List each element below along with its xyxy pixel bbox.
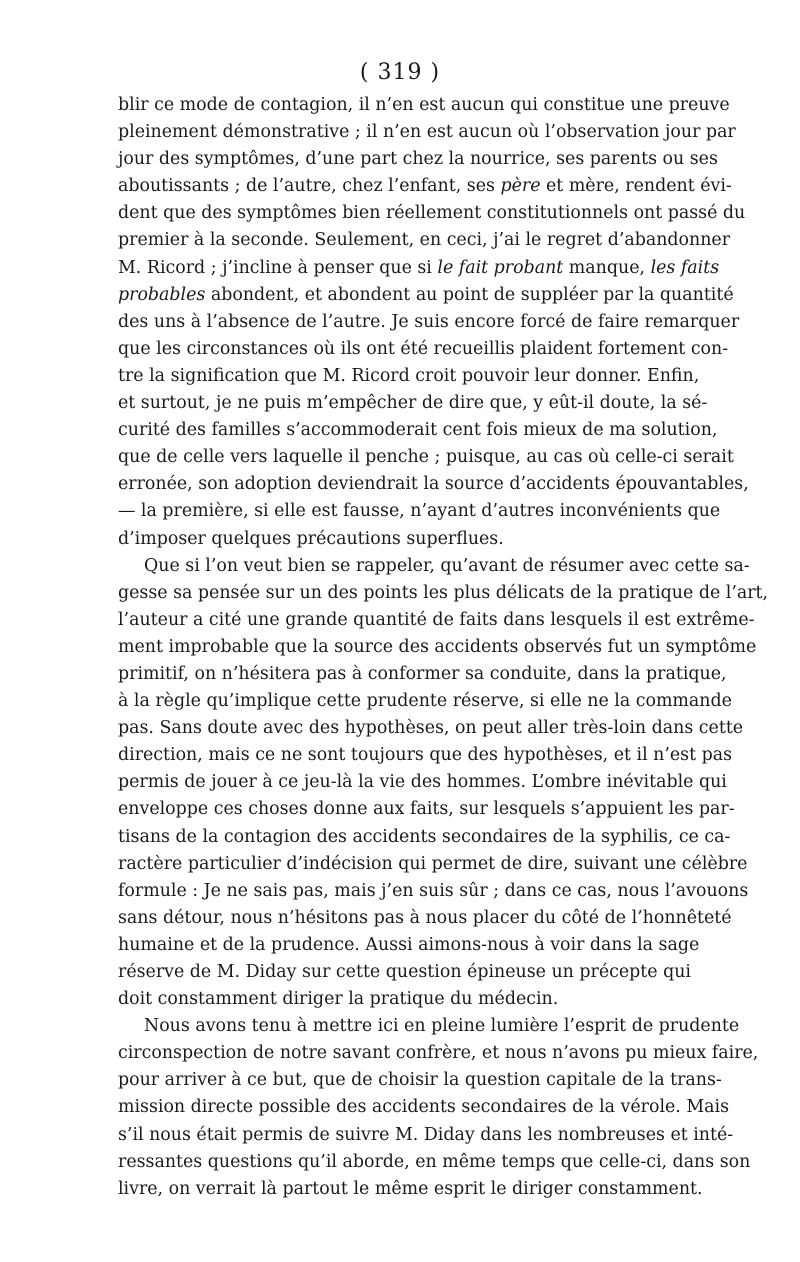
text-segment: gesse sa pensée sur un des points les plus délicats de la pratique de l’art,	[118, 582, 769, 603]
text-line	[118, 498, 721, 525]
text-segment: que les circonstances où ils ont été recueillis plaident fortement con-	[118, 338, 729, 359]
italic-text: probables	[118, 284, 206, 305]
text-segment: ractère particulier d’indécision qui permet de dire, suivant une célèbre	[118, 853, 748, 874]
text-line	[118, 336, 729, 363]
text-line	[118, 526, 684, 553]
text-segment: Que si l’on veut bien se rappeler, qu’avant de résumer avec cette sa-	[144, 555, 750, 576]
text-segment: sans détour, nous n’hésitons pas à nous placer du côté de l’honnêteté	[118, 907, 732, 928]
text-segment: ment improbable que la source des accidents observés fut un symptôme	[118, 636, 757, 657]
text-segment: erronée, son adoption deviendrait la source d’accidents épouvantables,	[118, 474, 749, 495]
text-segment: et surtout, je ne puis m’empêcher de dire que, y eût-il doute, la sé-	[118, 393, 708, 414]
page-number: ( 319 )	[359, 60, 441, 85]
text-segment: s’il nous était permis de suivre M. Diday dans les nombreuses et inté-	[118, 1124, 734, 1145]
text-segment: que de celle vers laquelle il penche ; puisque, au cas où celle-ci serait	[118, 447, 734, 468]
text-segment: tre la signification que M. Ricord croit pouvoir leur donner. Enfin,	[118, 365, 700, 386]
text-line	[118, 200, 746, 227]
text-line	[118, 553, 750, 580]
text-segment: mission directe possible des accidents secondaires de la vérole. Mais	[118, 1097, 730, 1118]
text-line	[118, 173, 732, 200]
text-line	[118, 688, 732, 715]
text-segment: pour arriver à ce but, que de choisir la question capitale de la trans-	[118, 1070, 722, 1091]
text-line	[118, 932, 700, 959]
text-line	[118, 471, 749, 498]
text-segment: pas. Sans doute avec des hypothèses, on peut aller très-loin dans cette	[118, 718, 744, 739]
text-segment: Nous avons tenu à mettre ici en pleine lumière l’esprit de prudente	[144, 1016, 740, 1037]
text-segment: enveloppe ces choses donne aux faits, sur lesquels s’appuient les par-	[118, 799, 735, 820]
text-segment: ressantes questions qu’il aborde, en même temps que celle-ci, dans son	[118, 1151, 751, 1172]
text-line	[118, 715, 744, 742]
text-segment: blir ce mode de contagion, il n’en est aucun qui constitue une preuve	[118, 95, 730, 115]
text-line	[118, 1040, 759, 1067]
text-line	[118, 580, 769, 607]
text-segment: premier à la seconde. Seulement, en ceci, j’ai le regret d’abandonner	[118, 230, 731, 251]
text-segment: pleinement démonstrative ; il n’en est aucun où l’observation jour par	[118, 122, 736, 143]
text-segment: tisans de la contagion des accidents secondaires de la syphilis, ce ca-	[118, 826, 731, 847]
text-segment: primitif, on n’hésitera pas à conformer sa conduite, dans la pratique,	[118, 663, 727, 684]
text-segment: humaine et de la prudence. Aussi aimons-nous à voir dans la sage	[118, 934, 700, 955]
text-line	[118, 1149, 751, 1176]
text-line	[118, 796, 735, 823]
text-line	[118, 1122, 734, 1149]
text-line	[118, 1094, 730, 1121]
text-line	[118, 905, 732, 932]
text-segment: aboutissants ; de l’autre, chez l’enfant, ses	[118, 176, 501, 197]
text-segment: formule : Je ne sais pas, mais j’en suis sûr ; dans ce cas, nous l’avouons	[118, 880, 749, 901]
text-line	[118, 1067, 722, 1094]
text-line	[118, 119, 736, 146]
text-segment: M. Ricord ; j’incline à penser que si	[118, 257, 438, 278]
text-segment: dent que des symptômes bien réellement constitutionnels ont passé du	[118, 203, 746, 224]
text-line	[118, 390, 708, 417]
text-segment: direction, mais ce ne sont toujours que des hypothèses, et il n’est pas	[118, 745, 733, 766]
text-line	[118, 363, 700, 390]
text-line	[118, 227, 731, 254]
italic-text: père	[500, 176, 541, 197]
text-segment: manque,	[563, 257, 651, 278]
text-segment: curité des familles s’accommoderait cent fois mieux de ma solution,	[118, 420, 718, 441]
text-line	[118, 986, 684, 1013]
text-line	[118, 309, 740, 336]
text-segment: — la première, si elle est fausse, n’ayant d’autres inconvénients que	[118, 501, 721, 522]
text-line	[118, 417, 718, 444]
text-line	[118, 742, 733, 769]
text-segment: et mère, rendent évi-	[540, 176, 732, 197]
text-segment: permis de jouer à ce jeu-là la vie des hommes. L’ombre inévitable qui	[118, 772, 727, 793]
text-line	[118, 607, 755, 634]
italic-text: le fait probant	[437, 257, 564, 278]
text-segment: jour des symptômes, d’une part chez la nourrice, ses parents ou ses	[118, 149, 718, 170]
text-segment: l’auteur a cité une grande quantité de faits dans lesquels il est extrême-	[118, 609, 755, 630]
text-segment: doit constamment diriger la pratique du médecin.	[118, 989, 559, 1010]
text-line	[118, 769, 727, 796]
text-line	[118, 824, 731, 851]
text-line	[118, 1176, 703, 1203]
text-line	[118, 851, 748, 878]
text-line	[118, 878, 749, 905]
text-segment: circonspection de notre savant confrère, et nous n’avons pu mieux faire,	[118, 1043, 759, 1064]
text-line	[118, 444, 734, 471]
text-line	[118, 255, 720, 282]
text-line	[118, 92, 730, 119]
text-segment: abondent, et abondent au point de suppléer par la quantité	[205, 284, 734, 305]
text-segment: réserve de M. Diday sur cette question épineuse un précepte qui	[118, 962, 691, 982]
text-line	[118, 282, 734, 309]
text-line	[118, 959, 691, 986]
text-line	[118, 1013, 740, 1040]
text-segment: d’imposer quelques précautions superflues.	[118, 528, 504, 549]
text-line	[118, 146, 718, 173]
text-segment: des uns à l’absence de l’autre. Je suis encore forcé de faire remarquer	[118, 311, 740, 332]
text-line	[118, 661, 727, 688]
text-line	[118, 634, 757, 661]
body-text	[118, 92, 769, 1203]
text-segment: à la règle qu’implique cette prudente réserve, si elle ne la commande	[118, 691, 732, 712]
italic-text: les faits	[650, 257, 720, 278]
text-segment: livre, on verrait là partout le même esprit le diriger constamment.	[118, 1178, 703, 1199]
